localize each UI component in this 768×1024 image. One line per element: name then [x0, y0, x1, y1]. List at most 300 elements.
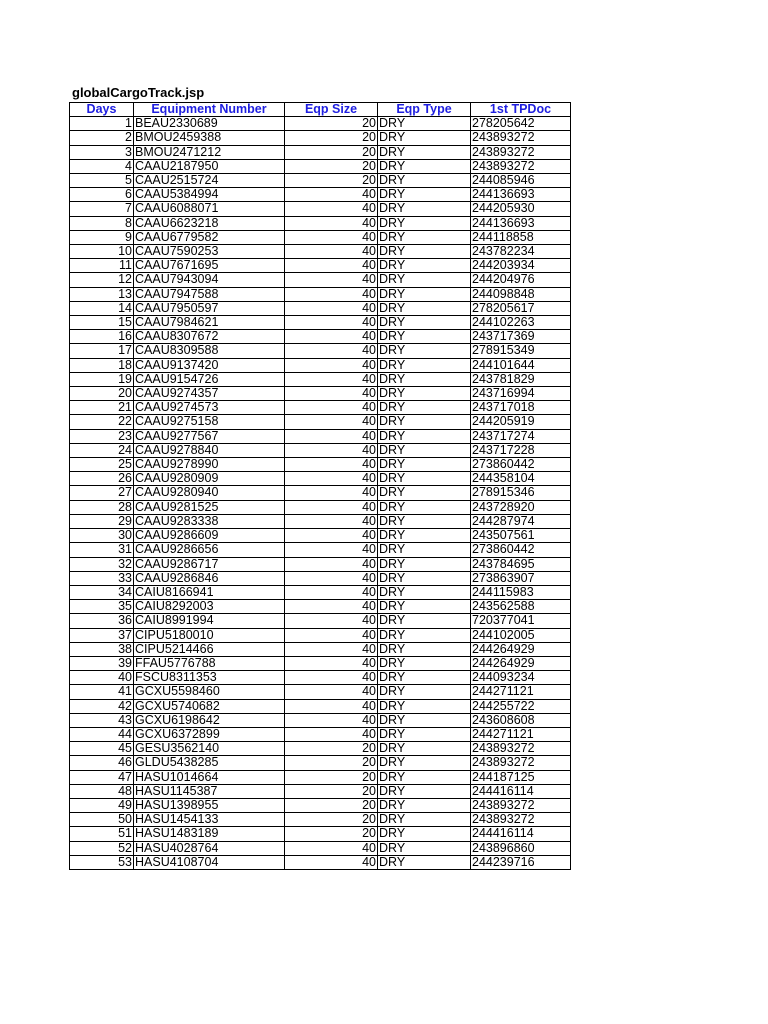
eqp-size-cell: 40	[285, 443, 378, 457]
eqp-type-cell: DRY	[378, 798, 471, 812]
table-row	[70, 273, 571, 287]
eqp-type-cell: DRY	[378, 387, 471, 401]
eqp-type-cell: DRY	[378, 514, 471, 528]
eqp-type-cell: DRY	[378, 330, 471, 344]
eqp-size-cell: 40	[285, 514, 378, 528]
tpdoc-cell: 243717369	[471, 330, 571, 344]
table-row	[70, 174, 571, 188]
tpdoc-cell: 244205930	[471, 202, 571, 216]
equipment-number-cell: CAAU7590253	[134, 245, 285, 259]
eqp-type-cell: DRY	[378, 486, 471, 500]
eqp-type-cell: DRY	[378, 713, 471, 727]
eqp-size-cell: 40	[285, 685, 378, 699]
equipment-number-cell: CAAU9280909	[134, 472, 285, 486]
eqp-type-cell: DRY	[378, 230, 471, 244]
days-cell: 18	[70, 358, 134, 372]
tpdoc-cell: 244102263	[471, 316, 571, 330]
column-header-1st-tpdoc: 1st TPDoc	[471, 103, 571, 117]
table-row	[70, 827, 571, 841]
eqp-size-cell: 20	[285, 145, 378, 159]
eqp-type-cell: DRY	[378, 813, 471, 827]
table-row	[70, 458, 571, 472]
days-cell: 24	[70, 443, 134, 457]
eqp-type-cell: DRY	[378, 699, 471, 713]
equipment-number-cell: CAAU9154726	[134, 372, 285, 386]
tpdoc-cell: 243728920	[471, 500, 571, 514]
days-cell: 46	[70, 756, 134, 770]
days-cell: 11	[70, 259, 134, 273]
eqp-type-cell: DRY	[378, 671, 471, 685]
equipment-number-cell: HASU1145387	[134, 784, 285, 798]
eqp-size-cell: 40	[285, 571, 378, 585]
equipment-number-cell: CIPU5180010	[134, 628, 285, 642]
equipment-number-cell: CAAU7943094	[134, 273, 285, 287]
table-row	[70, 770, 571, 784]
eqp-size-cell: 40	[285, 656, 378, 670]
days-cell: 51	[70, 827, 134, 841]
tpdoc-cell: 243893272	[471, 798, 571, 812]
equipment-number-cell: GCXU5740682	[134, 699, 285, 713]
table-row	[70, 287, 571, 301]
days-cell: 28	[70, 500, 134, 514]
days-cell: 43	[70, 713, 134, 727]
equipment-number-cell: CAAU9283338	[134, 514, 285, 528]
equipment-number-cell: CAAU5384994	[134, 188, 285, 202]
tpdoc-cell: 243781829	[471, 372, 571, 386]
equipment-number-cell: CAIU8166941	[134, 585, 285, 599]
eqp-type-cell: DRY	[378, 855, 471, 869]
eqp-size-cell: 40	[285, 245, 378, 259]
days-cell: 31	[70, 543, 134, 557]
tpdoc-cell: 244136693	[471, 216, 571, 230]
table-row	[70, 614, 571, 628]
tpdoc-cell: 243782234	[471, 245, 571, 259]
days-cell: 4	[70, 159, 134, 173]
table-row	[70, 529, 571, 543]
tpdoc-cell: 243893272	[471, 131, 571, 145]
days-cell: 20	[70, 387, 134, 401]
eqp-type-cell: DRY	[378, 585, 471, 599]
tpdoc-cell: 244204976	[471, 273, 571, 287]
tpdoc-cell: 244287974	[471, 514, 571, 528]
eqp-type-cell: DRY	[378, 159, 471, 173]
eqp-size-cell: 40	[285, 614, 378, 628]
eqp-type-cell: DRY	[378, 443, 471, 457]
days-cell: 5	[70, 174, 134, 188]
eqp-type-cell: DRY	[378, 401, 471, 415]
table-row	[70, 514, 571, 528]
eqp-size-cell: 40	[285, 529, 378, 543]
tpdoc-cell: 243893272	[471, 159, 571, 173]
equipment-number-cell: CAAU8309588	[134, 344, 285, 358]
days-cell: 17	[70, 344, 134, 358]
table-row	[70, 628, 571, 642]
eqp-size-cell: 20	[285, 159, 378, 173]
tpdoc-cell: 244203934	[471, 259, 571, 273]
days-cell: 50	[70, 813, 134, 827]
table-row	[70, 145, 571, 159]
equipment-number-cell: CIPU5214466	[134, 642, 285, 656]
equipment-number-cell: CAAU7947588	[134, 287, 285, 301]
equipment-number-cell: CAAU9280940	[134, 486, 285, 500]
tpdoc-cell: 243717018	[471, 401, 571, 415]
eqp-type-cell: DRY	[378, 742, 471, 756]
equipment-number-cell: CAAU9286656	[134, 543, 285, 557]
eqp-type-cell: DRY	[378, 117, 471, 131]
eqp-size-cell: 20	[285, 742, 378, 756]
days-cell: 45	[70, 742, 134, 756]
table-row	[70, 543, 571, 557]
eqp-size-cell: 40	[285, 344, 378, 358]
tpdoc-cell: 243893272	[471, 756, 571, 770]
eqp-type-cell: DRY	[378, 344, 471, 358]
eqp-type-cell: DRY	[378, 415, 471, 429]
tpdoc-cell: 273863907	[471, 571, 571, 585]
eqp-type-cell: DRY	[378, 600, 471, 614]
tpdoc-cell: 243717228	[471, 443, 571, 457]
equipment-number-cell: CAAU9274573	[134, 401, 285, 415]
equipment-number-cell: HASU1483189	[134, 827, 285, 841]
days-cell: 26	[70, 472, 134, 486]
equipment-number-cell: CAAU9137420	[134, 358, 285, 372]
eqp-size-cell: 40	[285, 316, 378, 330]
eqp-size-cell: 40	[285, 372, 378, 386]
equipment-number-cell: BMOU2471212	[134, 145, 285, 159]
eqp-size-cell: 40	[285, 301, 378, 315]
page-title: globalCargoTrack.jsp	[72, 85, 205, 100]
days-cell: 3	[70, 145, 134, 159]
eqp-size-cell: 20	[285, 784, 378, 798]
days-cell: 22	[70, 415, 134, 429]
equipment-number-cell: CAAU9278840	[134, 443, 285, 457]
days-cell: 33	[70, 571, 134, 585]
table-row	[70, 756, 571, 770]
eqp-type-cell: DRY	[378, 316, 471, 330]
equipment-number-cell: CAAU7950597	[134, 301, 285, 315]
table-row	[70, 301, 571, 315]
eqp-size-cell: 40	[285, 401, 378, 415]
table-row	[70, 372, 571, 386]
days-cell: 25	[70, 458, 134, 472]
equipment-number-cell: CAAU6779582	[134, 230, 285, 244]
days-cell: 23	[70, 429, 134, 443]
table-row	[70, 216, 571, 230]
column-header-days: Days	[70, 103, 134, 117]
eqp-type-cell: DRY	[378, 784, 471, 798]
tpdoc-cell: 243608608	[471, 713, 571, 727]
tpdoc-cell: 243893272	[471, 813, 571, 827]
tpdoc-cell: 244093234	[471, 671, 571, 685]
tpdoc-cell: 244264929	[471, 642, 571, 656]
eqp-size-cell: 20	[285, 131, 378, 145]
table-row	[70, 557, 571, 571]
column-header-equipment-number: Equipment Number	[134, 103, 285, 117]
eqp-size-cell: 20	[285, 117, 378, 131]
table-row	[70, 330, 571, 344]
eqp-size-cell: 40	[285, 855, 378, 869]
eqp-size-cell: 40	[285, 458, 378, 472]
eqp-type-cell: DRY	[378, 358, 471, 372]
table-row	[70, 472, 571, 486]
table-row	[70, 117, 571, 131]
eqp-type-cell: DRY	[378, 216, 471, 230]
days-cell: 10	[70, 245, 134, 259]
tpdoc-cell: 243893272	[471, 742, 571, 756]
table-row	[70, 855, 571, 869]
tpdoc-cell: 244136693	[471, 188, 571, 202]
equipment-number-cell: GESU3562140	[134, 742, 285, 756]
eqp-size-cell: 20	[285, 798, 378, 812]
table-row	[70, 585, 571, 599]
eqp-type-cell: DRY	[378, 259, 471, 273]
days-cell: 14	[70, 301, 134, 315]
tpdoc-cell: 273860442	[471, 458, 571, 472]
tpdoc-cell: 243717274	[471, 429, 571, 443]
eqp-size-cell: 20	[285, 813, 378, 827]
eqp-type-cell: DRY	[378, 301, 471, 315]
eqp-size-cell: 40	[285, 841, 378, 855]
days-cell: 19	[70, 372, 134, 386]
table-row	[70, 813, 571, 827]
table-body	[70, 117, 571, 870]
days-cell: 8	[70, 216, 134, 230]
equipment-number-cell: CAAU2515724	[134, 174, 285, 188]
table-row	[70, 486, 571, 500]
eqp-type-cell: DRY	[378, 770, 471, 784]
table-row	[70, 159, 571, 173]
table-row	[70, 500, 571, 514]
eqp-type-cell: DRY	[378, 543, 471, 557]
eqp-size-cell: 40	[285, 415, 378, 429]
eqp-size-cell: 40	[285, 330, 378, 344]
days-cell: 7	[70, 202, 134, 216]
cargo-table	[69, 102, 571, 870]
days-cell: 40	[70, 671, 134, 685]
table-row	[70, 387, 571, 401]
table-row	[70, 443, 571, 457]
eqp-type-cell: DRY	[378, 372, 471, 386]
tpdoc-cell: 244101644	[471, 358, 571, 372]
eqp-size-cell: 40	[285, 727, 378, 741]
days-cell: 12	[70, 273, 134, 287]
tpdoc-cell: 244098848	[471, 287, 571, 301]
table-row	[70, 671, 571, 685]
eqp-type-cell: DRY	[378, 685, 471, 699]
table-row	[70, 245, 571, 259]
eqp-type-cell: DRY	[378, 500, 471, 514]
days-cell: 13	[70, 287, 134, 301]
eqp-size-cell: 20	[285, 827, 378, 841]
days-cell: 47	[70, 770, 134, 784]
eqp-type-cell: DRY	[378, 458, 471, 472]
eqp-size-cell: 40	[285, 472, 378, 486]
days-cell: 34	[70, 585, 134, 599]
eqp-size-cell: 40	[285, 628, 378, 642]
equipment-number-cell: CAAU7671695	[134, 259, 285, 273]
tpdoc-cell: 244271121	[471, 685, 571, 699]
eqp-type-cell: DRY	[378, 656, 471, 670]
days-cell: 41	[70, 685, 134, 699]
eqp-size-cell: 40	[285, 600, 378, 614]
equipment-number-cell: CAAU6088071	[134, 202, 285, 216]
table-row	[70, 784, 571, 798]
table-row	[70, 713, 571, 727]
days-cell: 52	[70, 841, 134, 855]
eqp-type-cell: DRY	[378, 642, 471, 656]
eqp-size-cell: 40	[285, 216, 378, 230]
equipment-number-cell: GCXU6372899	[134, 727, 285, 741]
table-row	[70, 259, 571, 273]
days-cell: 9	[70, 230, 134, 244]
days-cell: 21	[70, 401, 134, 415]
eqp-size-cell: 40	[285, 585, 378, 599]
eqp-type-cell: DRY	[378, 756, 471, 770]
eqp-type-cell: DRY	[378, 827, 471, 841]
table-row	[70, 131, 571, 145]
eqp-size-cell: 40	[285, 642, 378, 656]
equipment-number-cell: FSCU8311353	[134, 671, 285, 685]
days-cell: 29	[70, 514, 134, 528]
eqp-size-cell: 40	[285, 500, 378, 514]
tpdoc-cell: 243896860	[471, 841, 571, 855]
tpdoc-cell: 244085946	[471, 174, 571, 188]
eqp-type-cell: DRY	[378, 614, 471, 628]
days-cell: 35	[70, 600, 134, 614]
days-cell: 38	[70, 642, 134, 656]
table-row	[70, 316, 571, 330]
column-header-eqp-type: Eqp Type	[378, 103, 471, 117]
tpdoc-cell: 243716994	[471, 387, 571, 401]
table-row	[70, 656, 571, 670]
table-row	[70, 188, 571, 202]
days-cell: 39	[70, 656, 134, 670]
eqp-size-cell: 40	[285, 543, 378, 557]
eqp-type-cell: DRY	[378, 727, 471, 741]
equipment-number-cell: CAIU8292003	[134, 600, 285, 614]
eqp-size-cell: 40	[285, 259, 378, 273]
eqp-size-cell: 40	[285, 273, 378, 287]
tpdoc-cell: 278915346	[471, 486, 571, 500]
table-row	[70, 841, 571, 855]
table-row	[70, 344, 571, 358]
tpdoc-cell: 244102005	[471, 628, 571, 642]
equipment-number-cell: GLDU5438285	[134, 756, 285, 770]
tpdoc-cell: 278205642	[471, 117, 571, 131]
tpdoc-cell: 278205617	[471, 301, 571, 315]
tpdoc-cell: 244115983	[471, 585, 571, 599]
eqp-size-cell: 20	[285, 770, 378, 784]
equipment-number-cell: HASU4108704	[134, 855, 285, 869]
table-row	[70, 685, 571, 699]
tpdoc-cell: 278915349	[471, 344, 571, 358]
table-row	[70, 798, 571, 812]
days-cell: 53	[70, 855, 134, 869]
days-cell: 32	[70, 557, 134, 571]
eqp-type-cell: DRY	[378, 429, 471, 443]
days-cell: 49	[70, 798, 134, 812]
table-row	[70, 429, 571, 443]
table-row	[70, 202, 571, 216]
tpdoc-cell: 244118858	[471, 230, 571, 244]
tpdoc-cell: 244187125	[471, 770, 571, 784]
eqp-size-cell: 40	[285, 429, 378, 443]
eqp-size-cell: 40	[285, 557, 378, 571]
table-row	[70, 401, 571, 415]
table-row	[70, 415, 571, 429]
equipment-number-cell: CAAU2187950	[134, 159, 285, 173]
eqp-size-cell: 40	[285, 387, 378, 401]
equipment-number-cell: CAAU9275158	[134, 415, 285, 429]
header-row	[70, 103, 571, 117]
days-cell: 42	[70, 699, 134, 713]
tpdoc-cell: 244358104	[471, 472, 571, 486]
eqp-size-cell: 40	[285, 699, 378, 713]
equipment-number-cell: HASU1398955	[134, 798, 285, 812]
equipment-number-cell: CAAU9278990	[134, 458, 285, 472]
eqp-size-cell: 20	[285, 756, 378, 770]
days-cell: 30	[70, 529, 134, 543]
tpdoc-cell: 244416114	[471, 827, 571, 841]
equipment-number-cell: FFAU5776788	[134, 656, 285, 670]
eqp-type-cell: DRY	[378, 628, 471, 642]
days-cell: 2	[70, 131, 134, 145]
eqp-size-cell: 40	[285, 486, 378, 500]
table-row	[70, 699, 571, 713]
equipment-number-cell: GCXU6198642	[134, 713, 285, 727]
eqp-type-cell: DRY	[378, 131, 471, 145]
eqp-size-cell: 40	[285, 202, 378, 216]
days-cell: 15	[70, 316, 134, 330]
equipment-number-cell: HASU4028764	[134, 841, 285, 855]
eqp-type-cell: DRY	[378, 841, 471, 855]
eqp-type-cell: DRY	[378, 529, 471, 543]
tpdoc-cell: 244255722	[471, 699, 571, 713]
table-row	[70, 230, 571, 244]
days-cell: 16	[70, 330, 134, 344]
tpdoc-cell: 244416114	[471, 784, 571, 798]
tpdoc-cell: 244239716	[471, 855, 571, 869]
days-cell: 44	[70, 727, 134, 741]
equipment-number-cell: CAAU8307672	[134, 330, 285, 344]
equipment-number-cell: CAAU6623218	[134, 216, 285, 230]
equipment-number-cell: CAAU9277567	[134, 429, 285, 443]
eqp-size-cell: 40	[285, 713, 378, 727]
days-cell: 37	[70, 628, 134, 642]
equipment-number-cell: HASU1014664	[134, 770, 285, 784]
eqp-size-cell: 20	[285, 174, 378, 188]
eqp-size-cell: 40	[285, 671, 378, 685]
days-cell: 6	[70, 188, 134, 202]
eqp-type-cell: DRY	[378, 145, 471, 159]
tpdoc-cell: 243784695	[471, 557, 571, 571]
equipment-number-cell: CAAU9274357	[134, 387, 285, 401]
eqp-type-cell: DRY	[378, 245, 471, 259]
equipment-number-cell: CAAU9286609	[134, 529, 285, 543]
eqp-size-cell: 40	[285, 230, 378, 244]
equipment-number-cell: CAAU9286717	[134, 557, 285, 571]
eqp-type-cell: DRY	[378, 273, 471, 287]
eqp-type-cell: DRY	[378, 287, 471, 301]
tpdoc-cell: 244264929	[471, 656, 571, 670]
days-cell: 48	[70, 784, 134, 798]
equipment-number-cell: HASU1454133	[134, 813, 285, 827]
tpdoc-cell: 243562588	[471, 600, 571, 614]
equipment-number-cell: CAIU8991994	[134, 614, 285, 628]
eqp-size-cell: 40	[285, 188, 378, 202]
table-row	[70, 642, 571, 656]
table-row	[70, 727, 571, 741]
days-cell: 36	[70, 614, 134, 628]
